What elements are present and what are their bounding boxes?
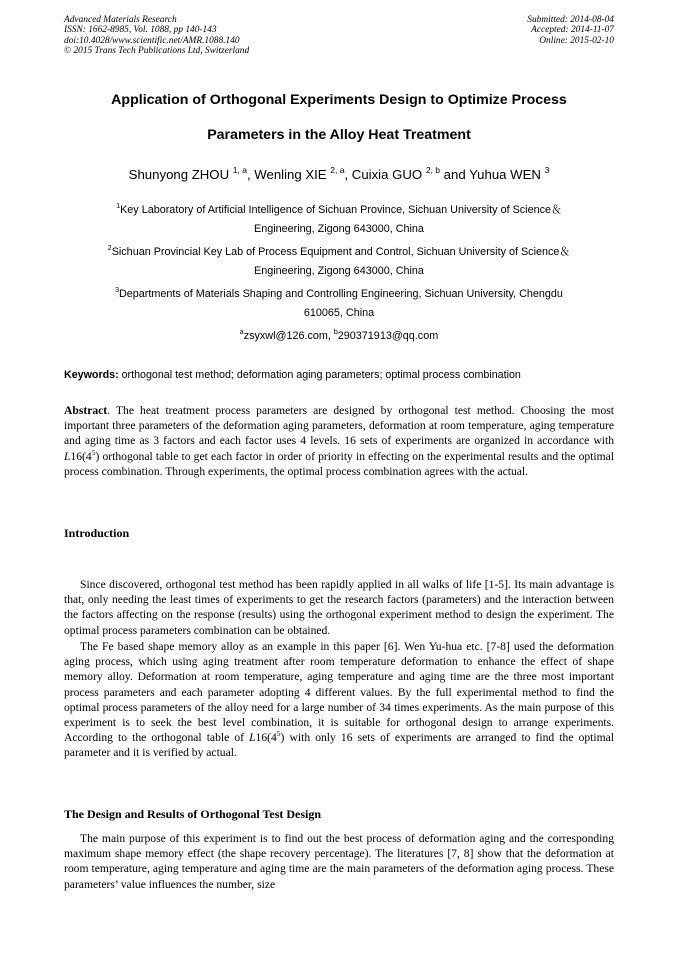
abstract-label: Abstract <box>64 404 108 417</box>
affiliation-number: 3 <box>115 287 119 294</box>
affiliation-3 <box>40 285 638 323</box>
journal-name: Advanced Materials Research <box>64 15 177 25</box>
introduction-paragraph: Since discovered, orthogonal test method has been rapidly applied in all walks of life [1-5]. Its main advantage is that, only needing the least times of experiments to get the research factors (parameters) and the interaction between the factors affecting on the response (results) using the orthogonal experiment method to design the experiment. The optimal process parameters combination can be obtained. <box>64 578 614 637</box>
email-marker: b <box>333 329 338 336</box>
email-b: 290371913@qq.com <box>337 330 439 342</box>
email-addresses <box>40 328 638 345</box>
keywords <box>64 367 614 384</box>
author-name: Cuixia GUO <box>351 167 426 182</box>
affiliation-number: 2 <box>107 245 112 252</box>
copyright-line: © 2015 Trans Tech Publications Ltd, Switzerland <box>64 46 250 57</box>
affiliation-text: Sichuan Provincial Key Lab of Process Equipment and Control, Sichuan University of Science＆ <box>111 246 571 258</box>
author-separator: , <box>246 167 255 182</box>
author-affiliation-marker: 2, b <box>425 165 440 175</box>
author-affiliation-marker: 1, a <box>232 165 247 175</box>
email-a: zsyxwl@126.com, <box>243 330 334 342</box>
introduction-paragraph: The Fe based shape memory alloy as an example in this paper [6]. Wen Yu-hua etc. [7-8] used the deformation aging process, which using aging treatment after room temperature deformation to enhance the effect of shape memory alloy. Deformation at room temperature, aging temperature and aging time are the three most important process parameters and each parameter adopting 4 different values. By the full experimental method to find the optimal process parameters of the alloy need for a large number of 34 times experiments. As the main purpose of this experiment is to seek the best level combination, it is suitable for orthogonal design to arrange experiments. According to the orthogonal table of $L16(4^5)$ with only 16 sets of experiments are arranged to find the optimal parameter and it is verified by actual. <box>64 640 614 760</box>
affiliation-1 <box>40 201 638 239</box>
paper-title-line-1: Application of Orthogonal Experiments Design to Optimize Process <box>111 92 567 108</box>
email-marker: a <box>239 329 244 336</box>
affiliation-text: Engineering, Zigong 643000, China <box>254 265 424 277</box>
affiliation-text: Departments of Materials Shaping and Controlling Engineering, Sichuan University, Chengdu <box>118 288 563 300</box>
author-name: Shunyong ZHOU <box>128 167 233 182</box>
affiliation-text: Engineering, Zigong 643000, China <box>254 223 424 235</box>
author-list <box>40 166 638 183</box>
orthogonal-table-formula: $L16(4^5)$ <box>249 729 285 745</box>
affiliation-2 <box>40 243 638 281</box>
submission-dates <box>527 15 614 46</box>
design-results-heading: The Design and Results of Orthogonal Test Design <box>64 807 322 821</box>
abstract <box>64 403 614 479</box>
doi-line: doi:10.4028/www.scientific.net/AMR.1088.140 <box>64 35 240 46</box>
author-separator: , <box>344 167 352 182</box>
accepted-date: Accepted: 2014-11-07 <box>531 25 614 36</box>
keywords-label: Keywords: <box>64 369 119 381</box>
keywords-text: orthogonal test method; deformation aging parameters; optimal process combination <box>118 369 521 381</box>
affiliation-number: 1 <box>116 203 121 210</box>
online-date: Online: 2015-02-10 <box>539 35 614 46</box>
journal-info <box>64 15 249 57</box>
author-affiliation-marker: 2, a <box>330 165 345 175</box>
affiliation-text: 610065, China <box>303 307 375 319</box>
orthogonal-table-formula: $L16(4^5)$ <box>64 447 100 463</box>
author-separator: and <box>440 167 470 182</box>
abstract-text: . The heat treatment process parameters are designed by orthogonal test method. Choosing the most important three parameters of the deformation aging parameters, deformation at room temperature, aging temperature and aging time as 3 factors and each factor uses 4 levels. 16 sets of experiments are organized in accordance with <box>64 404 614 448</box>
abstract-text: orthogonal table to get each factor in order of priority in effecting on the experimental results and the optimal process combination. Through experiments, the optimal process combination agrees with the actual. <box>64 449 614 478</box>
affiliation-text: Key Laboratory of Artificial Intelligence of Sichuan Province, Sichuan University of Science＆ <box>120 204 562 216</box>
author-name: Yuhua WEN <box>469 167 545 182</box>
paper-title-line-2: Parameters in the Alloy Heat Treatment <box>207 127 471 143</box>
author-affiliation-marker: 3 <box>544 165 550 175</box>
design-paragraph: The main purpose of this experiment is to find out the best process of deformation aging and the corresponding maximum shape memory effect (the shape recovery percentage). The literatures [7, 8] show that the deformation at room temperature, aging temperature and aging time are the main parameters of the deformation aging process. These parameters’ value influences the number, size <box>64 832 614 891</box>
author-name: Wenling XIE <box>254 167 331 182</box>
introduction-heading: Introduction <box>64 526 130 540</box>
issn-line: ISSN: 1662-8985, Vol. 1088, pp 140-143 <box>64 25 217 36</box>
submitted-date: Submitted: 2014-08-04 <box>527 15 614 25</box>
